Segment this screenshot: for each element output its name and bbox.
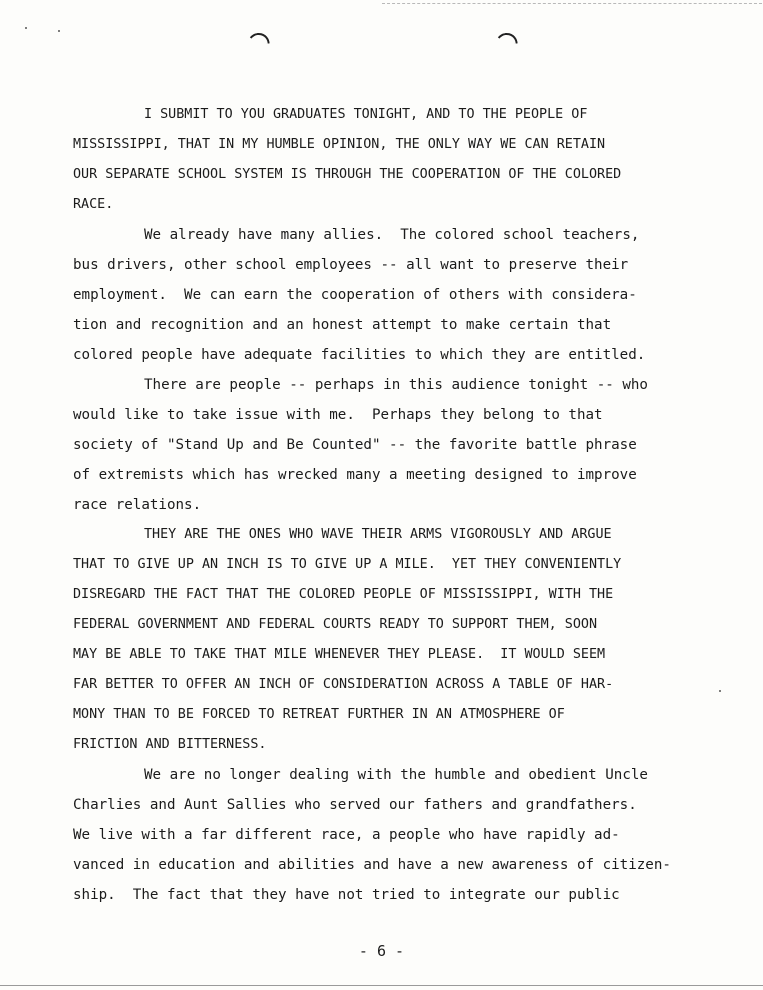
text-line: OUR SEPARATE SCHOOL SYSTEM IS THROUGH THE COOPERATION OF THE COLORED xyxy=(73,167,622,182)
text-line: We already have many allies. The colored school teachers, xyxy=(144,227,640,243)
text-line: society of "Stand Up and Be Counted" -- the favorite battle phrase xyxy=(73,437,637,453)
text-line: of extremists which has wrecked many a meeting designed to improve xyxy=(73,467,637,483)
text-line: employment. We can earn the cooperation of others with considera- xyxy=(73,287,637,303)
ink-speck xyxy=(719,690,721,692)
document-body xyxy=(73,100,713,910)
text-line: THAT TO GIVE UP AN INCH IS TO GIVE UP A MILE. YET THEY CONVENIENTLY xyxy=(73,557,622,572)
text-line: THEY ARE THE ONES WHO WAVE THEIR ARMS VIGOROUSLY AND ARGUE xyxy=(144,527,612,542)
text-line: MISSISSIPPI, THAT IN MY HUMBLE OPINION, THE ONLY WAY WE CAN RETAIN xyxy=(73,137,606,152)
text-line: I SUBMIT TO YOU GRADUATES TONIGHT, AND TO THE PEOPLE OF xyxy=(144,107,588,122)
text-line: FAR BETTER TO OFFER AN INCH OF CONSIDERATION ACROSS A TABLE OF HAR- xyxy=(73,677,614,692)
text-line: We are no longer dealing with the humble and obedient Uncle xyxy=(144,767,648,783)
text-line: We live with a far different race, a people who have rapidly ad- xyxy=(73,827,620,843)
binder-mark xyxy=(494,32,517,47)
text-line: Charlies and Aunt Sallies who served our fathers and grandfathers. xyxy=(73,797,637,813)
text-line: ship. The fact that they have not tried to integrate our public xyxy=(73,887,620,903)
text-line: race relations. xyxy=(73,497,202,513)
text-line: MAY BE ABLE TO TAKE THAT MILE WHENEVER THEY PLEASE. IT WOULD SEEM xyxy=(73,647,606,662)
top-dotted-rule xyxy=(382,3,762,4)
text-line: FRICTION AND BITTERNESS. xyxy=(73,737,267,752)
text-line: FEDERAL GOVERNMENT AND FEDERAL COURTS READY TO SUPPORT THEM, SOON xyxy=(73,617,598,632)
text-line: colored people have adequate facilities to which they are entitled. xyxy=(73,347,646,363)
page-number: - 6 - xyxy=(358,942,405,960)
ink-speck xyxy=(25,27,27,29)
text-line: There are people -- perhaps in this audience tonight -- who xyxy=(144,377,648,393)
ink-speck xyxy=(58,30,60,32)
text-line: vanced in education and abilities and have a new awareness of citizen- xyxy=(73,857,671,873)
text-line: bus drivers, other school employees -- all want to preserve their xyxy=(73,257,629,273)
text-line: MONY THAN TO BE FORCED TO RETREAT FURTHER IN AN ATMOSPHERE OF xyxy=(73,707,565,722)
text-line: DISREGARD THE FACT THAT THE COLORED PEOPLE OF MISSISSIPPI, WITH THE xyxy=(73,587,614,602)
text-line: would like to take issue with me. Perhaps they belong to that xyxy=(73,407,603,423)
bottom-rule xyxy=(0,985,763,986)
text-line: tion and recognition and an honest attempt to make certain that xyxy=(73,317,612,333)
text-line: RACE. xyxy=(73,197,114,212)
binder-mark xyxy=(246,32,269,47)
